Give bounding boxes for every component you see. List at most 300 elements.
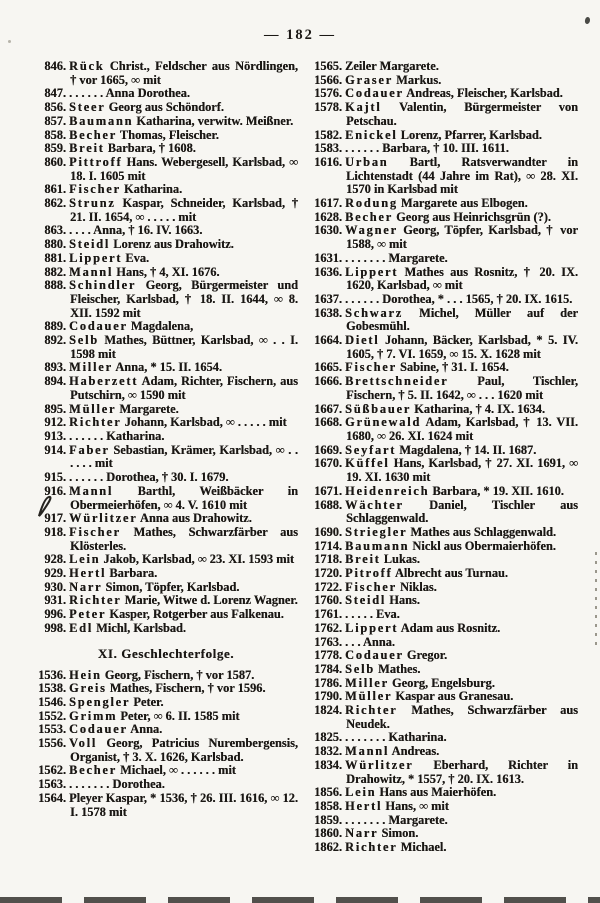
entry-number: 930. — [44, 579, 66, 594]
entry-number: 1546. — [38, 694, 66, 709]
entry-surname: Steidl — [69, 237, 111, 252]
entry-surname: Strunz — [69, 196, 116, 211]
entry-detail: Eva. — [125, 250, 150, 265]
entry-surname: Pitroff — [345, 566, 393, 581]
entry-surname: Wächter — [345, 497, 404, 512]
register-entry — [34, 129, 298, 143]
entry-detail: Lorenz aus Drahowitz. — [113, 237, 234, 252]
entry-number: 1860. — [314, 826, 342, 841]
entry-number: 1763. — [314, 634, 342, 649]
entry-surname: Spengler — [69, 694, 131, 709]
entry-surname: Kajtl — [345, 100, 382, 115]
register-entry — [34, 764, 298, 778]
entry-detail: Georg, Engelsburg. — [391, 675, 495, 690]
entry-surname: Dietl — [345, 333, 380, 348]
entry-detail: Sabine, † 31. I. 1654. — [399, 360, 509, 375]
entry-surname: Küffel — [345, 456, 390, 471]
entry-detail: . . . . Anna, † 16. IV. 1663. — [69, 223, 203, 238]
entry-surname: Rodung — [345, 196, 398, 211]
register-entry — [310, 663, 578, 677]
entry-surname: Wagner — [345, 223, 398, 238]
entry-surname: Miller — [345, 675, 389, 690]
register-entry — [310, 211, 578, 225]
entry-surname: Codauer — [345, 648, 404, 663]
entry-detail: Mathes. — [378, 661, 421, 676]
register-entry — [310, 197, 578, 211]
register-entry — [34, 622, 298, 636]
entry-surname: Richter — [69, 415, 122, 430]
entry-detail: Andreas. — [391, 744, 440, 759]
entry-surname: Süßbauer — [345, 401, 412, 416]
entry-detail: Albrecht aus Turnau. — [394, 566, 508, 581]
entry-surname: Fischer — [69, 182, 121, 197]
entry-detail: Jakob, Karlsbad, ∞ 23. XI. 1593 mit — [103, 552, 295, 567]
entry-detail: Kaspar, Schneider, Karlsbad, † 21. II. 1654, ∞ . . . . . mit — [70, 196, 298, 224]
entry-number: 1832. — [314, 744, 342, 759]
entry-detail: . . . Anna. — [345, 634, 395, 649]
entry-number: 1565. — [314, 59, 342, 73]
handwritten-annotation-mark — [36, 492, 54, 523]
register-entry — [34, 526, 298, 553]
entry-surname: Grimm — [69, 708, 118, 723]
entry-detail: Adam aus Rosnitz. — [400, 620, 501, 635]
entry-detail: Hans, † 4, XI. 1676. — [116, 264, 220, 279]
scan-speck — [8, 40, 11, 43]
entry-detail: Georg, Fischern, † vor 1587. — [104, 667, 255, 682]
register-entry — [34, 60, 298, 87]
register-entry — [34, 279, 298, 320]
register-entry — [34, 156, 298, 183]
entry-number: 1761. — [314, 607, 342, 622]
entry-detail: Gregor. — [406, 648, 448, 663]
entry-detail: Christ., Feldscher aus Nördlingen, † vor 1665, ∞ mit — [70, 59, 298, 87]
register-entry — [34, 361, 298, 375]
entry-number: 1714. — [314, 538, 342, 553]
entry-number: 1562. — [38, 763, 66, 778]
register-entry — [34, 723, 298, 737]
entry-surname: Würlitzer — [69, 511, 138, 526]
entry-detail: Barbara, † 1608. — [107, 141, 196, 156]
entry-number: 1670. — [314, 456, 342, 471]
entry-surname: Rück — [69, 59, 105, 73]
entry-detail: Margarete. — [379, 59, 439, 73]
register-entry — [310, 567, 578, 581]
entry-detail: Eberhard, Richter in Drahowitz, * 1557, † 20. IX. 1613. — [346, 757, 578, 786]
entry-surname: Codauer — [345, 86, 404, 101]
entry-detail: Mathes, Schwarzfärber aus Klösterles. — [70, 524, 298, 553]
entry-detail: Georg, Patricius Nurembergensis, Organist, † 3. X. 1626, Karlsbad. — [70, 736, 298, 764]
entry-number: 1825. — [314, 730, 342, 745]
register-entry — [34, 403, 298, 417]
entry-surname: Hertl — [345, 798, 383, 813]
entry-detail: Adam, Richter, Fischern, aus Putschirn, ∞ 1590 mit — [70, 374, 298, 402]
register-entry — [34, 581, 298, 595]
entry-number: 1720. — [314, 566, 342, 581]
entry-surname: Becher — [69, 127, 117, 142]
register-entry — [310, 731, 578, 745]
register-entry — [34, 444, 298, 471]
scan-speck — [584, 16, 591, 24]
entry-detail: Michael, ∞ . . . . . . mit — [120, 763, 236, 778]
entry-number: 1762. — [314, 620, 342, 635]
entry-number: 1859. — [314, 812, 342, 827]
entry-detail: Georg aus Heinrichsgrün (?). — [396, 209, 551, 224]
scan-edge-strip — [0, 897, 600, 903]
entry-detail: Katharina, † 4. IX. 1634. — [414, 401, 545, 416]
entry-detail: Nickl aus Obermaierhöfen. — [412, 538, 556, 553]
entry-detail: Katharina, verwitw. Meißner. — [136, 113, 294, 128]
entry-number: 888. — [44, 278, 66, 293]
register-entry — [310, 142, 578, 156]
entry-surname: Lein — [69, 552, 101, 567]
entry-number: 1553. — [38, 722, 66, 737]
entry-number: 856. — [44, 100, 66, 115]
entry-surname: Seyfart — [345, 442, 397, 457]
register-entry — [34, 183, 298, 197]
page-number: — 182 — — [264, 27, 336, 43]
entry-detail: . . . . . . . Margarete. — [345, 812, 448, 827]
entry-number: 1718. — [314, 552, 342, 567]
entry-surname: Hein — [69, 667, 102, 682]
entry-detail: Marie, Witwe d. Lorenz Wagner. — [124, 593, 298, 608]
register-entry — [34, 608, 298, 622]
entry-number: 881. — [44, 250, 66, 265]
entry-number: 1664. — [314, 333, 342, 348]
entry-detail: . . . . . . Barbara, † 10. III. 1611. — [345, 141, 509, 156]
entry-surname: Peter — [69, 607, 107, 622]
entry-number: 913. — [44, 428, 66, 443]
register-entry — [34, 567, 298, 581]
register-entry — [310, 745, 578, 759]
entry-surname: Lippert — [345, 620, 399, 635]
entry-number: 1576. — [314, 86, 342, 101]
register-entry — [310, 622, 578, 636]
register-entry — [310, 444, 578, 458]
entry-detail: Kaspar, * 1536, † 26. III. 1616, ∞ 12. I. 1578 mit — [70, 790, 298, 819]
entry-detail: Johann, Bäcker, Karlsbad, * 5. IV. 1605, † 7. VI. 1659, ∞ 15. X. 1628 mit — [346, 333, 578, 361]
entry-number: 858. — [44, 127, 66, 142]
register-entry — [310, 499, 578, 526]
entry-detail: Magdalena, † 14. II. 1687. — [399, 442, 537, 457]
entry-surname: Breit — [69, 141, 105, 156]
entry-number: 889. — [44, 319, 66, 334]
entry-number: 1690. — [314, 524, 342, 539]
entry-number: 1617. — [314, 196, 342, 211]
register-entry — [34, 238, 298, 252]
entry-detail: Hans, ∞ mit — [385, 798, 449, 813]
entry-surname: Fischer — [69, 524, 121, 539]
entry-detail: Barbara. — [109, 566, 158, 581]
register-entry — [310, 361, 578, 375]
entry-surname: Baumann — [345, 538, 410, 553]
entry-number: 1862. — [314, 840, 342, 855]
entry-detail: Hans aus Maierhöfen. — [379, 785, 497, 800]
entry-detail: Simon. — [381, 826, 419, 841]
entry-surname: Enickel — [345, 127, 398, 142]
entry-surname: Mannl — [345, 744, 390, 759]
entry-number: 1630. — [314, 223, 342, 238]
register-entry — [34, 669, 298, 683]
entry-detail: Hans. — [389, 593, 420, 608]
entry-number: 1665. — [314, 360, 342, 375]
entry-surname: Fischer — [345, 579, 397, 594]
entry-surname: Schindler — [69, 278, 137, 293]
register-entry — [34, 142, 298, 156]
entry-surname: Narr — [69, 579, 103, 594]
entry-detail: . . . . . . . Margarete. — [345, 250, 448, 265]
entry-detail: Andreas, Fleischer, Karlsbad. — [406, 86, 563, 101]
entry-number: 1666. — [314, 374, 342, 389]
entry-number: 914. — [44, 442, 66, 457]
register-entry — [34, 430, 298, 444]
entry-detail: Mathes, Büttner, Karlsbad, ∞ . . I. 1598 mit — [70, 333, 298, 361]
entry-detail: Mathes aus Rosnitz, † 20. IX. 1620, Karlsbad, ∞ mit — [346, 264, 578, 293]
entry-number: 1636. — [314, 264, 342, 279]
entry-number: 1637. — [314, 291, 342, 306]
register-entry — [34, 101, 298, 115]
entry-surname: Steidl — [345, 593, 387, 608]
entry-detail: Johann, Karlsbad, ∞ . . . . . mit — [124, 415, 287, 430]
entry-number: 1566. — [314, 72, 342, 87]
register-entry — [310, 457, 578, 484]
entry-number: 857. — [44, 113, 66, 128]
register-entry — [310, 375, 578, 402]
entry-surname: Müller — [69, 401, 117, 416]
register-entry — [34, 778, 298, 792]
entry-detail: Mathes, Schwarzfärber aus Neudek. — [346, 703, 578, 731]
register-entry — [310, 827, 578, 841]
entry-detail: . . . . . . Dorothea, † 30. I. 1679. — [69, 470, 229, 485]
register-entry — [310, 293, 578, 307]
entry-number: 863. — [44, 223, 66, 238]
entry-number: 1824. — [314, 703, 342, 718]
entry-detail: Mathes, Fischern, † vor 1596. — [109, 681, 266, 696]
register-entry — [34, 334, 298, 361]
entry-number: 1582. — [314, 127, 342, 142]
entry-number: 895. — [44, 401, 66, 416]
register-entry — [310, 266, 578, 293]
entry-detail: Margarete aus Elbogen. — [400, 196, 528, 211]
entry-number: 918. — [44, 524, 66, 539]
entry-number: 1856. — [314, 785, 342, 800]
entry-number: 996. — [44, 607, 66, 622]
entry-detail: Kasper, Rotgerber aus Falkenau. — [109, 607, 284, 622]
entry-number: 880. — [44, 237, 66, 252]
entry-surname: Haberzett — [69, 374, 139, 389]
entry-surname: Baumann — [69, 113, 134, 128]
entry-number: 1760. — [314, 593, 342, 608]
register-entry — [310, 800, 578, 814]
entry-number: 894. — [44, 374, 66, 389]
entry-number: 1583. — [314, 141, 342, 156]
entry-number: 892. — [44, 333, 66, 348]
entry-surname: Voll — [69, 736, 98, 751]
register-entry — [34, 485, 298, 512]
entry-detail: Georg aus Schöndorf. — [108, 100, 224, 115]
register-entry — [34, 696, 298, 710]
register-entry — [34, 710, 298, 724]
register-entry — [310, 786, 578, 800]
register-entry — [310, 60, 578, 74]
entry-number: 917. — [44, 511, 66, 526]
entry-surname: Greis — [69, 681, 107, 696]
register-entry — [310, 334, 578, 361]
entry-surname: Richter — [345, 840, 398, 855]
entry-detail: Georg, Bürgermeister und Fleischer, Karlsbad, † 18. II. 1644, ∞ 8. XII. 1592 mit — [70, 278, 298, 320]
entry-detail: Lorenz, Pfarrer, Karlsbad. — [400, 127, 542, 142]
entry-number: 998. — [44, 620, 66, 635]
register-entry — [34, 471, 298, 485]
entry-detail: . . . . . . Katharina. — [69, 428, 165, 443]
entry-number: 1538. — [38, 681, 66, 696]
section-heading: XI. Geschlechterfolge. — [97, 645, 235, 661]
register-entry — [310, 87, 578, 101]
entry-detail: . . . . . . Anna Dorothea. — [69, 86, 190, 101]
register-entry — [34, 87, 298, 101]
entry-detail: Georg, Töpfer, Karlsbad, † vor 1588, ∞ mit — [346, 223, 578, 252]
entry-number: 846. — [44, 59, 66, 73]
entry-detail: Valentin, Bürgermeister von Petschau. — [346, 100, 578, 128]
right-column — [310, 60, 578, 855]
entry-detail: Kaspar aus Granesau. — [395, 689, 514, 704]
entry-detail: Katharina. — [123, 182, 183, 197]
register-entry — [34, 320, 298, 334]
entry-detail: Peter, ∞ 6. II. 1585 mit — [120, 708, 240, 723]
register-entry — [310, 841, 578, 855]
left-column — [34, 60, 298, 819]
register-entry — [310, 636, 578, 650]
register-entry — [310, 252, 578, 266]
register-entry — [310, 704, 578, 731]
entry-surname: Lippert — [345, 264, 399, 279]
entry-number: 1671. — [314, 483, 342, 498]
register-entry — [310, 540, 578, 554]
entry-number: 1688. — [314, 497, 342, 512]
register-entry — [310, 74, 578, 88]
entry-detail: Anna. — [130, 722, 163, 737]
register-entry — [310, 814, 578, 828]
entry-number: 861. — [44, 182, 66, 197]
entry-surname: Steer — [69, 100, 106, 115]
entry-surname: Müller — [345, 689, 393, 704]
register-entry — [310, 156, 578, 197]
register-entry — [34, 252, 298, 266]
entry-surname: Striegler — [345, 524, 408, 539]
entry-number: 862. — [44, 196, 66, 211]
entry-number: 1564. — [38, 790, 66, 805]
register-entry — [34, 197, 298, 224]
entry-detail: Magdalena, — [130, 319, 194, 334]
entry-number: 1667. — [314, 401, 342, 416]
entry-surname: Würlitzer — [345, 757, 414, 772]
register-entry — [310, 526, 578, 540]
entry-surname: Becher — [69, 763, 117, 778]
entry-number: 1786. — [314, 675, 342, 690]
entry-surname: Breit — [345, 552, 381, 567]
entry-detail: Anna aus Drahowitz. — [139, 511, 252, 526]
entry-detail: Mathes aus Schlaggenwald. — [410, 524, 557, 539]
entry-surname: Schwarz — [345, 305, 404, 320]
entry-number: 860. — [44, 154, 66, 169]
entry-number: 929. — [44, 566, 66, 581]
entry-detail: Paul, Tischler, Fischern, † 5. II. 1642, ∞ . . . 1620 mit — [346, 374, 578, 402]
entry-detail: . . . . . Eva. — [345, 607, 400, 622]
register-entry — [310, 594, 578, 608]
register-entry — [34, 737, 298, 764]
entry-detail: Hans. Webergesell, Karlsbad, ∞ 18. I. 1605 mit — [70, 154, 298, 183]
entry-number: 1638. — [314, 305, 342, 320]
register-entry — [310, 677, 578, 691]
entry-number: 1578. — [314, 100, 342, 115]
entry-surname: Pittroff — [69, 154, 123, 169]
entry-number: 847. — [44, 86, 66, 101]
register-entry — [34, 115, 298, 129]
entry-detail: Lukas. — [383, 552, 420, 567]
entry-surname: Mannl — [69, 264, 114, 279]
entry-number: 893. — [44, 360, 66, 375]
entry-detail: Barbara, * 19. XII. 1610. — [432, 483, 564, 498]
entry-surname: Hertl — [69, 566, 107, 581]
entry-surname: Lippert — [69, 250, 123, 265]
entry-number: 916. — [44, 483, 66, 498]
entry-surname: Graser — [345, 72, 393, 87]
entry-number: 1834. — [314, 757, 342, 772]
entry-detail: . . . . . . . Katharina. — [345, 730, 447, 745]
entry-surname: Selb — [345, 661, 375, 676]
entry-number: 1668. — [314, 415, 342, 430]
register-entry — [34, 266, 298, 280]
entry-detail: Michel, Müller auf der Gobesmühl. — [346, 305, 578, 334]
page-edge-marks — [595, 552, 597, 647]
register-entry — [310, 416, 578, 443]
entry-detail: Sebastian, Krämer, Karlsbad, ∞ . . . . . . mit — [70, 442, 298, 471]
entry-number: 1722. — [314, 579, 342, 594]
entry-surname: Heidenreich — [345, 483, 430, 498]
register-entry — [310, 649, 578, 663]
entry-detail: Markus. — [396, 72, 442, 87]
entry-number: 931. — [44, 593, 66, 608]
entry-number: 912. — [44, 415, 66, 430]
entry-detail: Bartl, Ratsverwandter in Lichtenstadt (44 Jahre im Rat), ∞ 28. XI. 1570 in Karlsbad mit — [346, 154, 578, 197]
entry-surname: Codauer — [69, 722, 128, 737]
register-entry — [34, 553, 298, 567]
register-entry — [310, 485, 578, 499]
register-entry — [34, 792, 298, 819]
entry-number: 1536. — [38, 667, 66, 682]
entry-surname: Codauer — [69, 319, 128, 334]
entry-detail: Anna, * 15. II. 1654. — [115, 360, 222, 375]
entry-surname: Fischer — [345, 360, 397, 375]
entry-number: 915. — [44, 470, 66, 485]
register-entry — [34, 224, 298, 238]
entry-detail: Hans, Karlsbad, † 27. XI. 1691, ∞ 19. XI. 1630 mit — [346, 456, 578, 485]
entry-detail: Thomas, Fleischer. — [119, 127, 219, 142]
entry-surname: Lein — [345, 785, 377, 800]
register-entry — [310, 759, 578, 786]
entry-number: 1552. — [38, 708, 66, 723]
entry-detail: Daniel, Tischler aus Schlaggenwald. — [346, 497, 578, 526]
entry-surname: Becher — [345, 209, 393, 224]
entry-detail: Simon, Töpfer, Karlsbad. — [105, 579, 240, 594]
register-entry — [310, 403, 578, 417]
register-entry — [34, 512, 298, 526]
entry-detail: Margarete. — [119, 401, 179, 416]
entry-number: 1858. — [314, 798, 342, 813]
entry-surname: Faber — [69, 442, 110, 457]
entry-detail: . . . . . . Dorothea, * . . . 1565, † 20. IX. 1615. — [345, 291, 573, 306]
entry-number: 1669. — [314, 442, 342, 457]
register-entry — [310, 224, 578, 251]
